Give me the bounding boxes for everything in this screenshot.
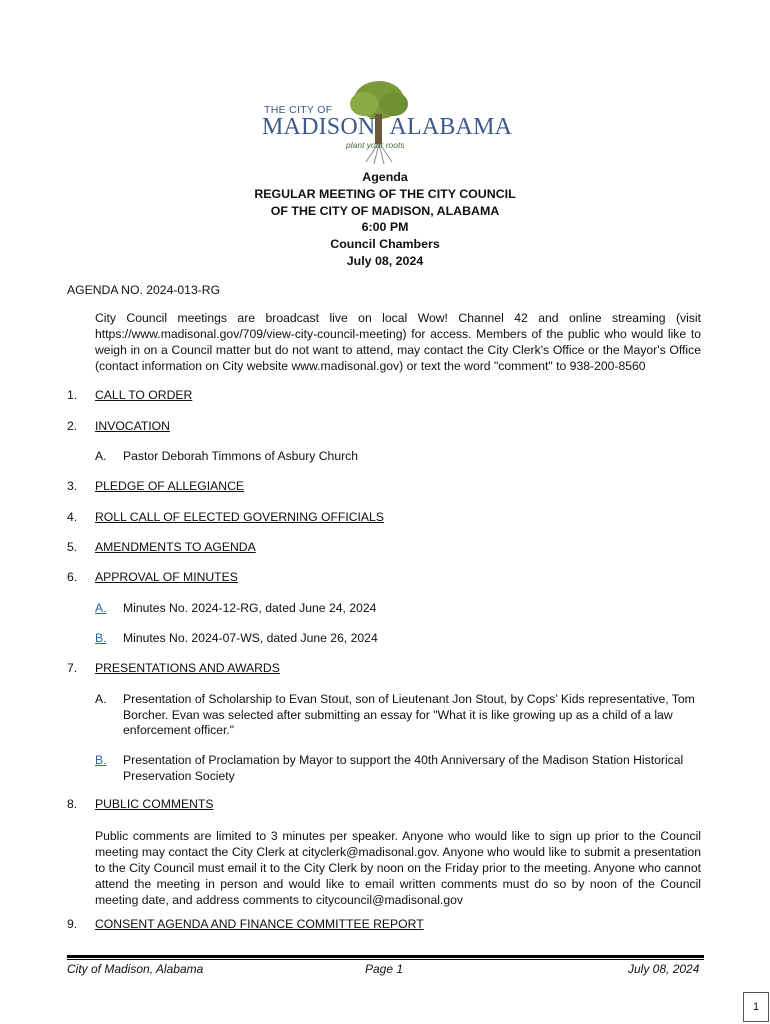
agenda-item-presentations — [67, 661, 280, 675]
subitem-text: Presentation of Proclamation by Mayor to support the 40th Anniversary of the Madison Station Historical Preservation Society — [123, 753, 684, 783]
agenda-item-call-to-order — [67, 388, 192, 402]
logo-city-line: THE CITY OF — [264, 104, 333, 116]
subitem-text: Minutes No. 2024-07-WS, dated June 26, 2024 — [123, 631, 378, 645]
item-label: APPROVAL OF MINUTES — [95, 570, 238, 584]
city-logo — [262, 78, 513, 170]
item-number: 8. — [67, 797, 78, 811]
item-label: ROLL CALL OF ELECTED GOVERNING OFFICIALS — [95, 510, 384, 524]
item-number: 6. — [67, 570, 78, 584]
logo-brand — [262, 114, 512, 141]
footer-rule — [67, 955, 704, 958]
agenda-number: AGENDA NO. 2024-013-RG — [67, 283, 221, 297]
subitem-letter: A. — [95, 692, 107, 706]
agenda-item-pledge — [67, 479, 244, 493]
presentation-link-b[interactable]: B. — [95, 753, 107, 767]
item-number: 3. — [67, 479, 78, 493]
item-label: AMENDMENTS TO AGENDA — [95, 540, 256, 554]
presentation-subitem — [95, 692, 705, 739]
title-line: July 08, 2024 — [346, 253, 424, 268]
item-number: 1. — [67, 388, 78, 402]
logo-brand-right: ALABAMA — [389, 114, 513, 140]
agenda-item-invocation — [67, 419, 170, 433]
presentation-subitem — [95, 753, 705, 784]
logo-brand-left: MADISON — [262, 114, 376, 140]
agenda-item-roll-call — [67, 510, 384, 524]
minutes-subitem — [95, 631, 705, 647]
footer-rule-thin — [67, 959, 704, 960]
title-line: Council Chambers — [330, 237, 440, 252]
minutes-link-a[interactable]: A. — [95, 601, 107, 615]
subitem-letter: A. — [95, 449, 107, 463]
subitem-text: Minutes No. 2024-12-RG, dated June 24, 2024 — [123, 601, 377, 615]
minutes-subitem — [95, 601, 705, 617]
title-line: OF THE CITY OF MADISON, ALABAMA — [270, 203, 500, 218]
item-label: PRESENTATIONS AND AWARDS — [95, 661, 280, 675]
logo-tagline: plant your roots — [346, 140, 405, 150]
item-label: PLEDGE OF ALLEGIANCE — [95, 479, 245, 493]
subitem-text: Pastor Deborah Timmons of Asbury Church — [123, 449, 359, 463]
subitem-text: Presentation of Scholarship to Evan Stout, son of Lieutenant Jon Stout, by Cops’ Kids representative, Tom Borcher. Evan was selected after submitting an essay for "What it is like growing up as a child of a law enforcement officer." — [123, 692, 695, 737]
item-label: INVOCATION — [95, 419, 170, 433]
minutes-link-b[interactable]: B. — [95, 631, 107, 645]
item-number: 9. — [67, 917, 78, 931]
item-label: CONSENT AGENDA AND FINANCE COMMITTEE REPORT — [95, 917, 424, 931]
footer-page: Page 1 — [365, 962, 404, 976]
public-comments-paragraph: Public comments are limited to 3 minutes per speaker. Anyone who would like to sign up prior to the Council meeting may contact the City Clerk at cityclerk@madisonal.gov. Anyone who would like to submit a presentation to the City Council must email it to the City Clerk by noon on the Friday prior to the meeting. Anyone who cannot attend the meeting in person and would like to email written comments must do so by noon of the Council meeting date, and address comments to citycouncil@madisonal.gov — [95, 829, 701, 907]
item-label: PUBLIC COMMENTS — [95, 797, 214, 811]
agenda-item-amendments — [67, 540, 256, 554]
agenda-item-consent-agenda — [67, 917, 424, 931]
title-line: 6:00 PM — [361, 220, 409, 235]
intro-paragraph: City Council meetings are broadcast live on local Wow! Channel 42 and online streaming (visit https://www.madisonal.gov/709/view-city-council-meeting) for access. Members of the public who would like to weigh in on a Council matter but do not want to attend, may contact the City Clerk's Office or the Mayor's Office (contact information on City website www.madisonal.gov) or text the word "comment" to 938-200-8560 — [95, 311, 701, 373]
title-line: REGULAR MEETING OF THE CITY COUNCIL — [254, 186, 516, 201]
item-number: 7. — [67, 661, 78, 675]
item-number: 5. — [67, 540, 78, 554]
item-number: 4. — [67, 510, 78, 524]
item-number: 2. — [67, 419, 78, 433]
footer-left: City of Madison, Alabama — [67, 962, 204, 976]
footer-date: July 08, 2024 — [628, 962, 700, 976]
title-line: Agenda — [362, 170, 408, 184]
agenda-title-block — [0, 169, 770, 270]
invocation-subitem — [95, 449, 705, 465]
agenda-item-public-comments — [67, 797, 214, 811]
agenda-item-approval-of-minutes — [67, 570, 238, 584]
page-number-badge: 1 — [743, 992, 769, 1022]
item-label: CALL TO ORDER — [95, 388, 193, 402]
